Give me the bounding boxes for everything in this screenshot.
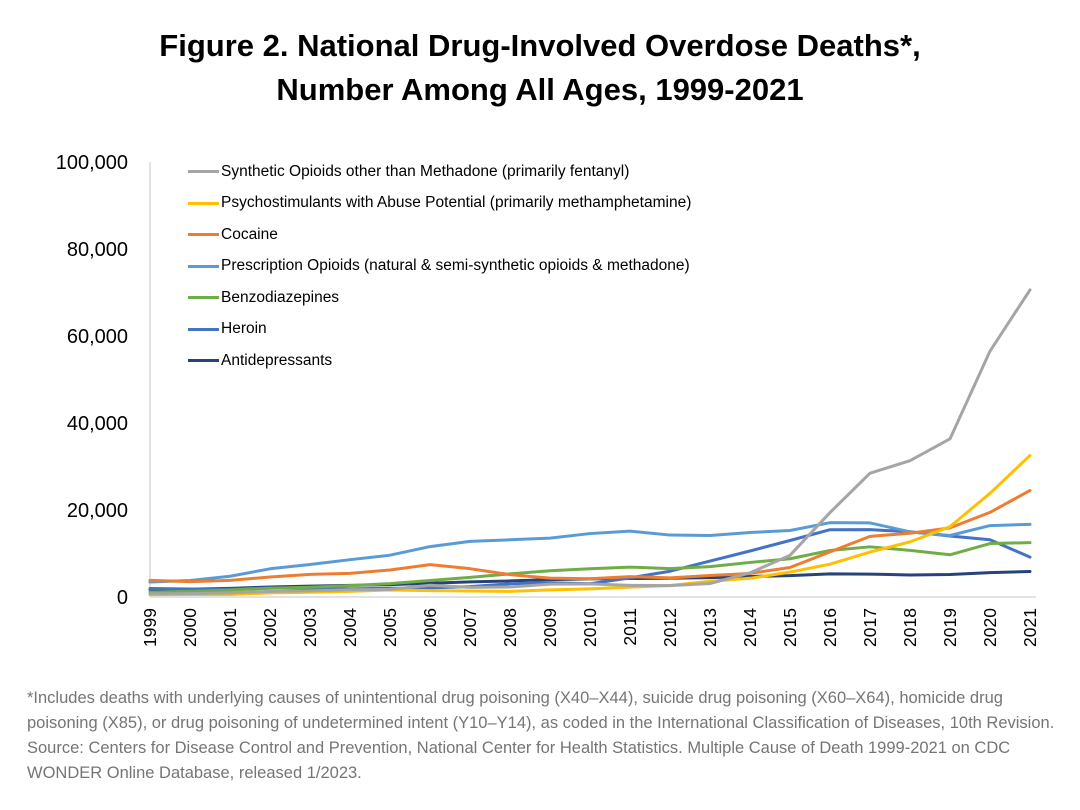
legend-label: Cocaine <box>221 225 278 243</box>
y-axis-tick-label: 0 <box>116 587 128 609</box>
legend-label: Prescription Opioids (natural & semi-synthetic opioids & methadone) <box>221 257 690 275</box>
x-axis-tick-label: 2006 <box>420 608 440 647</box>
legend-item <box>188 345 691 377</box>
x-axis-tick-label: 2000 <box>180 608 200 647</box>
legend-item <box>188 251 691 283</box>
x-axis-tick-label: 2015 <box>780 608 800 647</box>
legend-label: Synthetic Opioids other than Methadone (primarily fentanyl) <box>221 162 630 180</box>
y-axis-tick-label: 20,000 <box>66 500 128 522</box>
x-axis-tick-label: 2021 <box>1020 608 1040 647</box>
x-axis-tick-label: 2008 <box>500 608 520 647</box>
legend-swatch-heroin <box>188 328 219 331</box>
x-axis-tick-label: 2013 <box>700 608 720 647</box>
x-axis-tick-label: 2011 <box>620 608 640 646</box>
legend-swatch-cocaine <box>188 233 219 236</box>
x-axis-tick-label: 2003 <box>300 608 320 647</box>
x-axis-tick-label: 2002 <box>260 608 280 647</box>
x-axis-tick-label: 2010 <box>580 608 600 647</box>
x-axis-tick-label: 2020 <box>980 608 1000 647</box>
legend-swatch-prescription-opioids-natural-semi-synthe <box>188 265 219 268</box>
legend-item <box>188 282 691 314</box>
footnote-asterisk-note: *Includes deaths with underlying causes of unintentional drug poisoning (X40–X44), suicide drug poisoning (X60–X64), homicide drug poisoning (X85), or drug poisoning of undetermined intent (Y10–Y14), as coded in the International Classification of Diseases, 10th Revision. <box>27 689 1055 732</box>
legend-swatch-synthetic-opioids-other-than-methadone-p <box>188 170 219 173</box>
chart-legend <box>188 156 691 377</box>
x-axis-tick-label: 2009 <box>540 608 560 647</box>
y-axis-tick-label: 60,000 <box>66 326 128 348</box>
legend-item <box>188 314 691 346</box>
x-axis-tick-label: 2019 <box>940 608 960 647</box>
chart-title-line2: Number Among All Ages, 1999-2021 <box>276 72 804 107</box>
x-axis-tick-label: 2014 <box>740 608 760 647</box>
legend-swatch-antidepressants <box>188 359 219 362</box>
y-axis-tick-label: 100,000 <box>55 152 128 174</box>
legend-label: Antidepressants <box>221 351 333 369</box>
x-axis-tick-label: 2016 <box>820 608 840 647</box>
x-axis-tick-label: 2012 <box>660 608 680 647</box>
x-axis-tick-label: 2004 <box>340 608 360 647</box>
legend-swatch-psychostimulants-with-abuse-potential-pr <box>188 202 219 205</box>
x-axis-tick-label: 1999 <box>140 608 160 647</box>
x-axis-tick-label: 2017 <box>860 608 880 647</box>
x-axis-tick-label: 2018 <box>900 608 920 647</box>
x-axis-tick-label: 2005 <box>380 608 400 647</box>
legend-item <box>188 219 691 251</box>
footnote-source-note: Source: Centers for Disease Control and Prevention, National Center for Health Statistics. Multiple Cause of Death 1999-2021 on CDC WONDER Online Database, released 1/2023. <box>27 739 1011 782</box>
legend-item <box>188 188 691 220</box>
y-axis-tick-label: 80,000 <box>66 239 128 261</box>
legend-swatch-benzodiazepines <box>188 296 219 299</box>
x-axis-tick-label: 2001 <box>220 608 240 647</box>
y-axis-tick-label: 40,000 <box>66 413 128 435</box>
chart-title-line1: Figure 2. National Drug-Involved Overdose Deaths*, <box>159 28 921 63</box>
footnote <box>27 686 1059 786</box>
legend-label: Heroin <box>221 320 267 338</box>
x-axis-tick-label: 2007 <box>460 608 480 647</box>
legend-label: Benzodiazepines <box>221 288 340 306</box>
legend-item <box>188 156 691 188</box>
legend-label: Psychostimulants with Abuse Potential (primarily methamphetamine) <box>221 194 692 212</box>
